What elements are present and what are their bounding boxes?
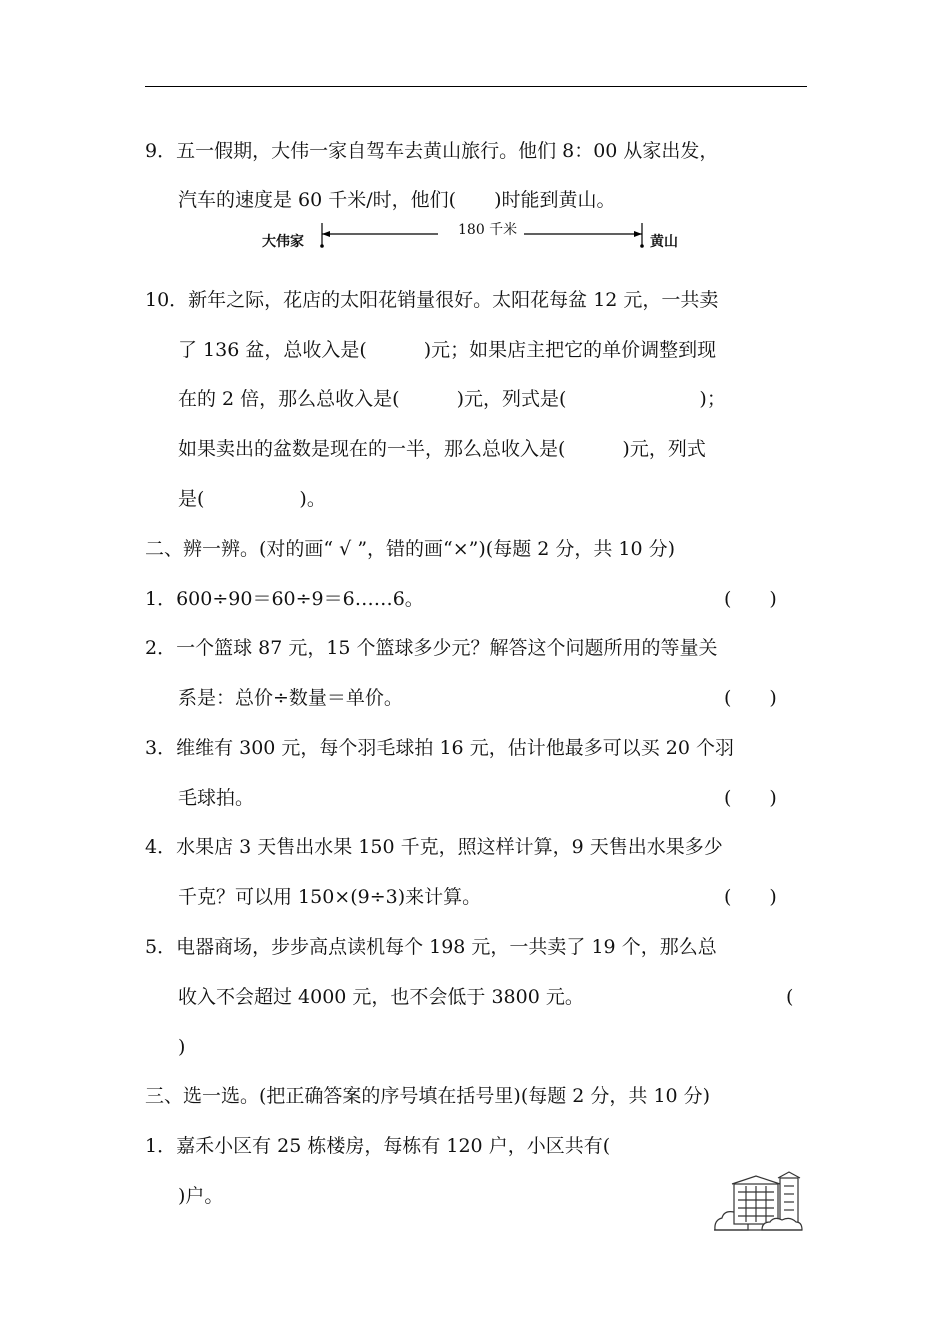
s2-item-4-line-1: 4．水果店 3 天售出水果 150 千克，照这样计算，9 天售出水果多少 <box>145 836 723 858</box>
diagram-distance-label: 180 千米 <box>458 222 518 238</box>
section3-heading: 三、选一选。(把正确答案的序号填在括号里)(每题 2 分，共 10 分) <box>145 1085 711 1107</box>
section2-heading: 二、辨一辨。(对的画“ √ ”，错的画“×”)(每题 2 分，共 10 分) <box>145 538 676 560</box>
distance-diagram <box>262 220 692 252</box>
s2-item-4-line-2: 千克？可以用 150×(9÷3)来计算。 <box>178 886 482 908</box>
q10-line-3: 在的 2 倍，那么总收入是( )元，列式是( )； <box>178 388 726 410</box>
s2-item-3-line-1: 3．维维有 300 元，每个羽毛球拍 16 元，估计他最多可以买 20 个羽 <box>145 737 734 759</box>
s2-item-3-line-2: 毛球拍。 <box>178 787 255 809</box>
s2-item-5-line-1: 5．电器商场，步步高点读机每个 198 元，一共卖了 19 个，那么总 <box>145 936 717 958</box>
s2-item-1-line-1: 1．600÷90＝60÷9＝6……6。 <box>145 588 424 610</box>
q9-line-1: 9．五一假期，大伟一家自驾车去黄山旅行。他们 8：00 从家出发， <box>145 140 719 162</box>
s2-item-2-answer[interactable]: ( ) <box>724 687 777 709</box>
s2-item-5-close-paren[interactable]: ) <box>178 1036 186 1058</box>
s2-item-1-answer[interactable]: ( ) <box>724 588 777 610</box>
s2-item-5-line-2: 收入不会超过 4000 元，也不会低于 3800 元。 <box>178 986 584 1008</box>
s2-item-5-open-paren[interactable]: ( <box>786 986 794 1008</box>
header-rule <box>145 86 807 87</box>
s2-item-4-answer[interactable]: ( ) <box>724 886 777 908</box>
q10-line-4: 如果卖出的盆数是现在的一半，那么总收入是( )元，列式 <box>178 438 706 460</box>
q9-line-2: 汽车的速度是 60 千米/时，他们( )时能到黄山。 <box>178 189 616 211</box>
q10-line-5: 是( )。 <box>178 488 326 510</box>
s3-q1-line-1: 1．嘉禾小区有 25 栋楼房，每栋有 120 户，小区共有( <box>145 1135 611 1157</box>
diagram-end-label: 黄山 <box>650 234 678 250</box>
s3-q1-line-2: )户。 <box>178 1185 224 1207</box>
diagram-start-label: 大伟家 <box>262 234 304 250</box>
s2-item-3-answer[interactable]: ( ) <box>724 787 777 809</box>
q10-line-2: 了 136 盆，总收入是( )元；如果店主把它的单价调整到现 <box>178 339 717 361</box>
s2-item-2-line-2: 系是：总价÷数量＝单价。 <box>178 687 403 709</box>
s2-item-2-line-1: 2．一个篮球 87 元，15 个篮球多少元？解答这个问题所用的等量关 <box>145 637 718 659</box>
q10-line-1: 10．新年之际，花店的太阳花销量很好。太阳花每盆 12 元，一共卖 <box>145 289 719 311</box>
apartment-building-icon <box>712 1170 804 1232</box>
